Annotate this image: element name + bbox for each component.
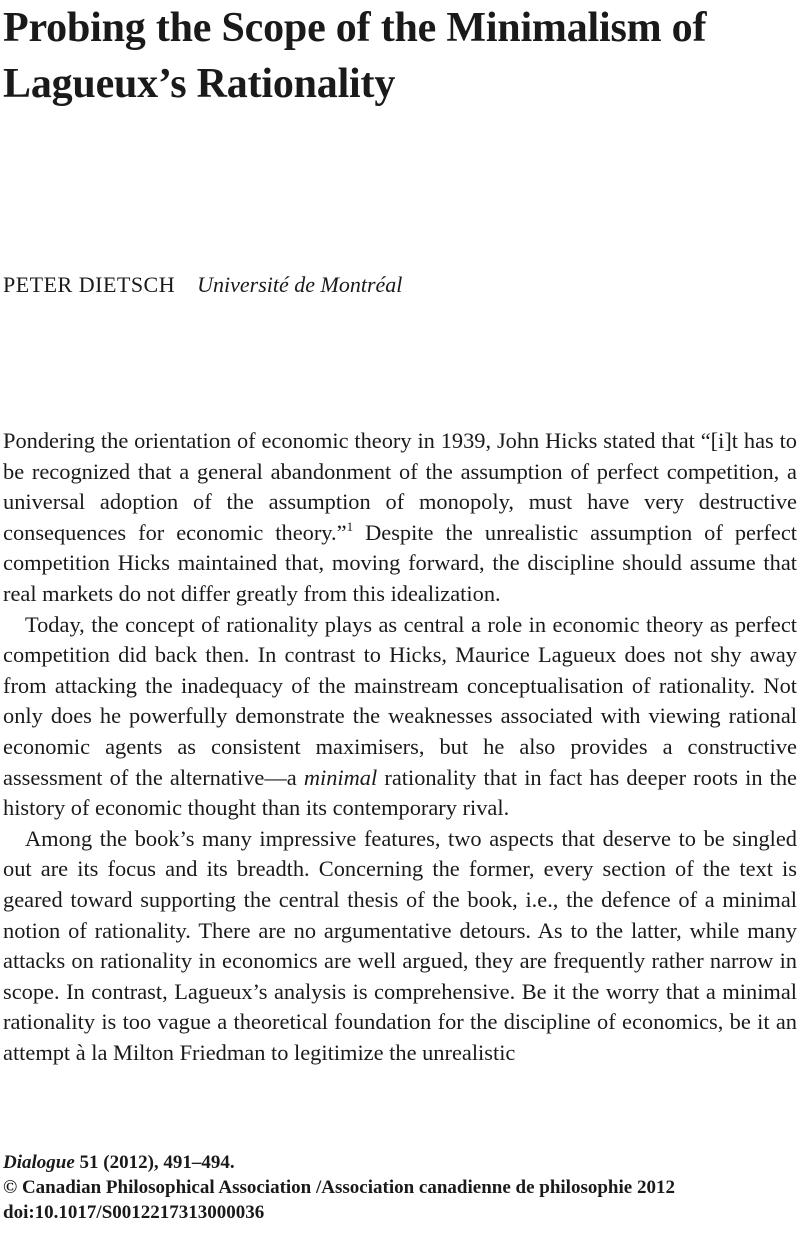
citation-line <box>3 1150 798 1175</box>
paragraph-3-text: Among the book’s many impressive features, two aspects that deserve to be singled out are its focus and its breadth. Concerning the former, every section of the text is geared toward supporting the central thesis of the book, i.e., the defence of a minimal notion of rationality. There are no argumentative detours. As to the latter, while many attacks on rationality in economics are well argued, they are frequently rather narrow in scope. In contrast, Lagueux’s analysis is comprehensive. Be it the worry that a minimal rationality is too vague a theoretical foundation for the discipline of economics, be it an attempt à la Milton Friedman to legitimize the unrealistic <box>3 825 797 1065</box>
article-body <box>3 426 797 1068</box>
author-name: PETER DIETSCH <box>3 272 176 297</box>
emphasis-minimal: minimal <box>303 764 378 790</box>
article-title <box>3 0 798 112</box>
author-affiliation: Université de Montréal <box>197 272 403 297</box>
paragraph-3 <box>3 824 797 1069</box>
footnote-marker[interactable]: 1 <box>346 518 354 534</box>
paragraph-1-text-b: Despite the unrealistic assumption of perfect competition Hicks maintained that, moving forward, the discipline should assume that real markets do not differ greatly from this idealization. <box>3 519 797 606</box>
journal-name: Dialogue <box>3 1152 75 1173</box>
paragraph-2-text-a: Today, the concept of rationality plays as central a role in economic theory as perfect competition did back then. In contrast to Hicks, Maurice Lagueux does not shy away from attacking the inadequacy of the mainstream conceptualisation of rationality. Not only does he powerfully demonstrate the weaknesses associated with viewing rational economic agents as consistent maximisers, but he also provides a constructive assessment of the alternative—a <box>3 611 797 790</box>
paragraph-2-text-b: rationality that in fact has deeper roots in the history of economic thought than its contemporary rival. <box>3 764 797 821</box>
paragraph-2 <box>3 610 797 824</box>
copyright-line: © Canadian Philosophical Association /Association canadienne de philosophie 2012 <box>3 1177 675 1198</box>
paragraph-1-text-a: Pondering the orientation of economic theory in 1939, John Hicks stated that “[i]t has to be recognized that a general abandonment of the assumption of perfect competition, a universal adoption of the assumption of monopoly, must have very destructive consequences for economic theory.” <box>3 428 797 545</box>
title-line-1: Probing the Scope of the Minimalism of <box>3 5 707 51</box>
citation-footer <box>3 1150 798 1225</box>
doi-link[interactable]: doi:10.1017/S0012217313000036 <box>3 1202 265 1223</box>
citation-volume: 51 (2012), 491–494. <box>74 1152 235 1173</box>
paragraph-1 <box>3 426 797 610</box>
byline <box>3 270 402 300</box>
title-line-2: Lagueux’s Rationality <box>3 61 396 107</box>
